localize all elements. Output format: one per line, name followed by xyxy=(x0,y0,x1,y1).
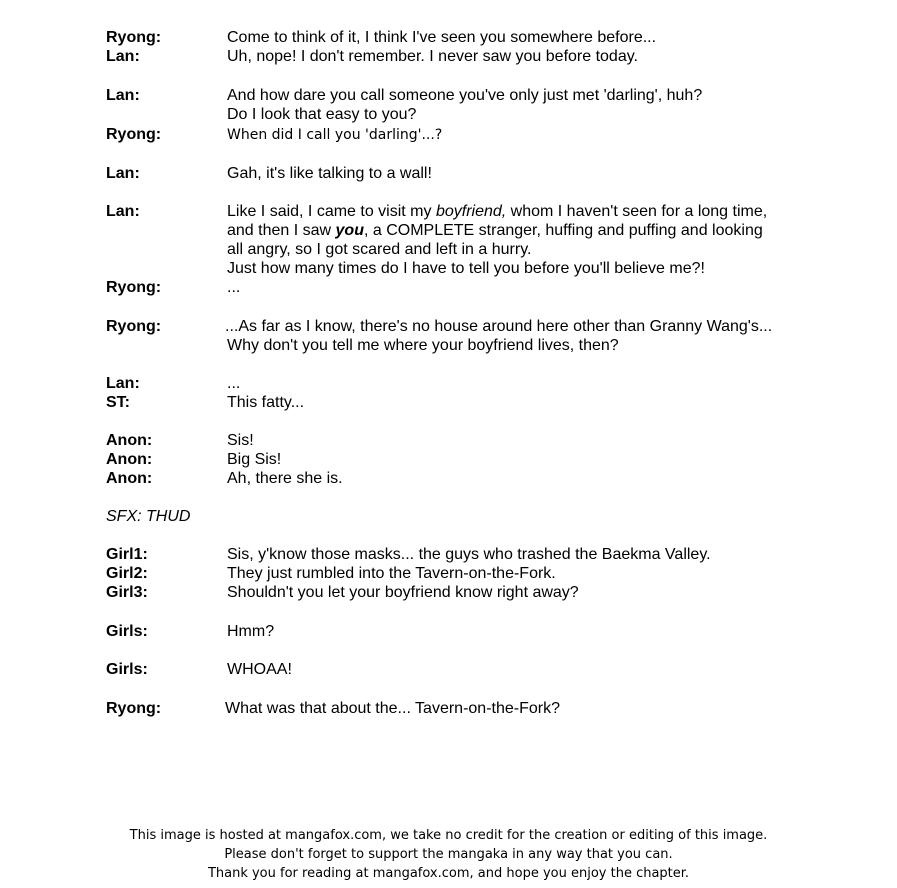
dialogue-line: Why don't you tell me where your boyfriend lives, then? xyxy=(227,337,619,354)
dialogue-text: whom I haven't seen for a long time, xyxy=(506,203,768,220)
speaker-ryong: Ryong: xyxy=(106,700,162,717)
dialogue-line: ... xyxy=(227,375,241,392)
dialogue-line: What was that about the... Tavern-on-the-Fork? xyxy=(225,700,560,717)
dialogue-line xyxy=(227,202,767,221)
speaker-girl2: Girl2: xyxy=(106,565,148,582)
dialogue-line: Do I look that easy to you? xyxy=(227,106,417,123)
speaker-girls: Girls: xyxy=(106,661,148,678)
speaker-lan: Lan: xyxy=(106,165,140,182)
speaker-ryong: Ryong: xyxy=(106,318,162,335)
dialogue-line: all angry, so I got scared and left in a hurry. xyxy=(227,241,532,258)
dialogue-text: Like I said, I came to visit my xyxy=(227,203,436,220)
speaker-lan: Lan: xyxy=(106,375,140,392)
dialogue-text: , a COMPLETE stranger, huffing and puffing and looking xyxy=(363,222,763,239)
dialogue-line: Big Sis! xyxy=(227,451,282,468)
dialogue-line: And how dare you call someone you've only just met 'darling', huh? xyxy=(227,87,703,104)
dialogue-line: ... xyxy=(227,279,241,296)
dialogue-line: Hmm? xyxy=(227,623,275,640)
speaker-lan: Lan: xyxy=(106,203,140,220)
speaker-girls: Girls: xyxy=(106,623,148,640)
speaker-st: ST: xyxy=(106,394,130,411)
speaker-girl3: Girl3: xyxy=(106,584,148,601)
dialogue-line xyxy=(227,221,763,240)
speaker-anon: Anon: xyxy=(106,432,153,449)
dialogue-line: WHOAA! xyxy=(227,661,292,678)
dialogue-text: and then I saw xyxy=(227,222,336,239)
speaker-anon: Anon: xyxy=(106,470,153,487)
dialogue-line: Come to think of it, I think I've seen you somewhere before... xyxy=(227,29,657,46)
dialogue-line: Sis! xyxy=(227,432,254,449)
dialogue-emphasis: boyfriend, xyxy=(435,203,507,220)
footer-line: Thank you for reading at mangafox.com, and hope you enjoy the chapter. xyxy=(207,866,690,881)
dialogue-line: This fatty... xyxy=(227,394,305,411)
speaker-ryong: Ryong: xyxy=(106,29,162,46)
dialogue-line: Shouldn't you let your boyfriend know right away? xyxy=(227,584,579,601)
dialogue-line: ...As far as I know, there's no house around here other than Granny Wang's... xyxy=(225,318,773,335)
dialogue-line: They just rumbled into the Tavern-on-the-Fork. xyxy=(227,565,556,582)
dialogue-line: Just how many times do I have to tell you before you'll believe me?! xyxy=(227,260,705,277)
footer-line: Please don't forget to support the mangaka in any way that you can. xyxy=(224,847,673,862)
dialogue-line: Ah, there she is. xyxy=(227,470,343,487)
dialogue-line: When did I call you 'darling'...? xyxy=(227,127,443,143)
speaker-ryong: Ryong: xyxy=(106,126,162,143)
sound-effect: SFX: THUD xyxy=(106,508,191,525)
speaker-ryong: Ryong: xyxy=(106,279,162,296)
speaker-girl1: Girl1: xyxy=(106,546,148,563)
speaker-anon: Anon: xyxy=(106,451,153,468)
dialogue-line: Sis, y'know those masks... the guys who trashed the Baekma Valley. xyxy=(227,546,711,563)
speaker-lan: Lan: xyxy=(106,87,140,104)
dialogue-line: Gah, it's like talking to a wall! xyxy=(227,165,432,182)
dialogue-emphasis: you xyxy=(335,222,364,239)
dialogue-line: Uh, nope! I don't remember. I never saw you before today. xyxy=(227,48,638,65)
speaker-lan: Lan: xyxy=(106,48,140,65)
footer-line: This image is hosted at mangafox.com, we take no credit for the creation or editing of this image. xyxy=(129,828,768,843)
